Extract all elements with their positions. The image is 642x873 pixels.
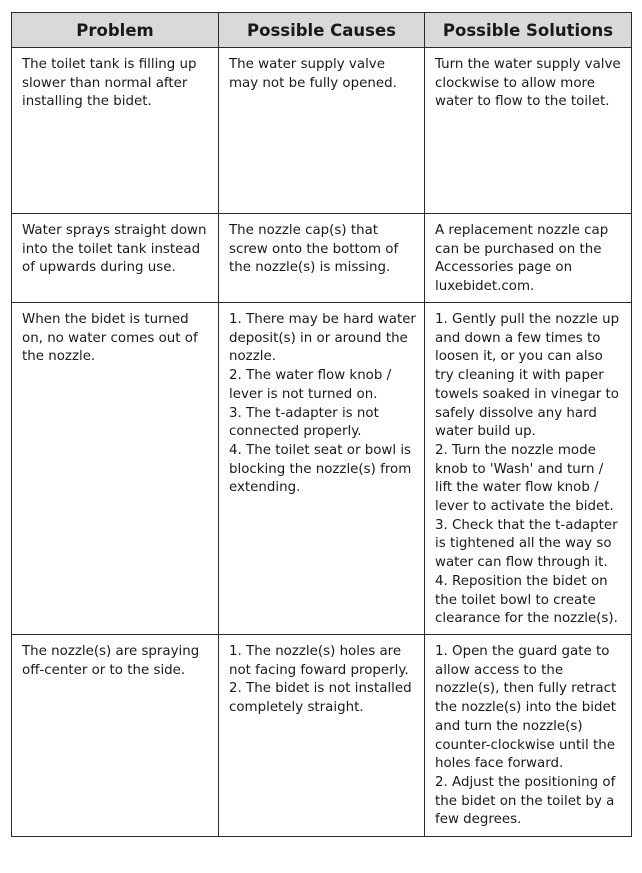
solution-item: 4. Reposition the bidet on the toilet bowl to create clearance for the nozzle(s). xyxy=(435,573,618,627)
header-problem: Problem xyxy=(12,13,219,48)
header-possible-solutions: Possible Solutions xyxy=(425,13,632,48)
header-possible-causes: Possible Causes xyxy=(219,13,425,48)
troubleshooting-table xyxy=(11,12,632,837)
solutions-cell xyxy=(425,635,632,837)
troubleshooting-table-container xyxy=(11,12,631,837)
problem-cell: The nozzle(s) are spraying off-center or to the side. xyxy=(12,635,219,837)
solution-item: 1. Gently pull the nozzle up and down a few times to loosen it, or you can also try cleaning it with paper towels soaked in vinegar to safely dissolve any hard water build up. xyxy=(435,312,620,440)
cause-item: The nozzle cap(s) that screw onto the bottom of the nozzle(s) is missing. xyxy=(229,223,399,276)
solutions-cell xyxy=(425,303,632,635)
solutions-cell xyxy=(425,48,632,214)
problem-cell: The toilet tank is filling up slower than normal after installing the bidet. xyxy=(12,48,219,214)
causes-cell xyxy=(219,303,425,635)
solution-item: 2. Turn the nozzle mode knob to 'Wash' and turn / lift the water flow knob / lever to activate the bidet. xyxy=(435,442,614,515)
solution-item: 1. Open the guard gate to allow access to the nozzle(s), then fully retract the nozzle(s) into the bidet and turn the nozzle(s) counter-clockwise until the holes face forward. xyxy=(435,644,617,772)
table-row xyxy=(12,635,632,837)
cause-item: 1. There may be hard water deposit(s) in or around the nozzle. xyxy=(229,312,416,365)
problem-cell: Water sprays straight down into the toilet tank instead of upwards during use. xyxy=(12,214,219,303)
solutions-cell xyxy=(425,214,632,303)
table-row xyxy=(12,214,632,303)
solution-item: 3. Check that the t-adapter is tightened all the way so water can flow through it. xyxy=(435,517,618,571)
causes-cell xyxy=(219,48,425,214)
cause-item: 2. The bidet is not installed completely straight. xyxy=(229,681,412,716)
table-row xyxy=(12,303,632,635)
causes-cell xyxy=(219,635,425,837)
solution-item: 2. Adjust the positioning of the bidet on the toilet by a few degrees. xyxy=(435,774,616,828)
table-row xyxy=(12,48,632,214)
cause-item: 1. The nozzle(s) holes are not facing foward properly. xyxy=(229,644,409,678)
solution-item: Turn the water supply valve clockwise to allow more water to flow to the toilet. xyxy=(435,57,621,110)
problem-cell: When the bidet is turned on, no water comes out of the nozzle. xyxy=(12,303,219,635)
cause-item: The water supply valve may not be fully opened. xyxy=(229,57,397,91)
causes-cell xyxy=(219,214,425,303)
cause-item: 4. The toilet seat or bowl is blocking the nozzle(s) from extending. xyxy=(229,442,412,496)
cause-item: 2. The water flow knob / lever is not turned on. xyxy=(229,368,392,402)
header-row xyxy=(12,13,632,48)
solution-item: A replacement nozzle cap can be purchased on the Accessories page on luxebidet.com. xyxy=(435,223,609,295)
cause-item: 3. The t-adapter is not connected properly. xyxy=(229,405,379,440)
